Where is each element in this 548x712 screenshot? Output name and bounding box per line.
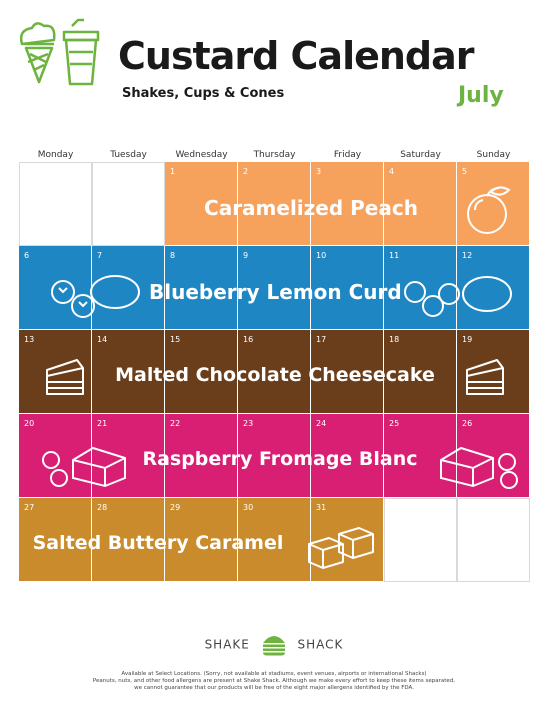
blueberry-lemon-icon bbox=[403, 270, 515, 322]
brand-word-left: SHAKE bbox=[204, 637, 250, 652]
month-label: July bbox=[458, 83, 504, 108]
date-number: 14 bbox=[97, 335, 108, 344]
date-number: 26 bbox=[462, 419, 473, 428]
date-number: 3 bbox=[316, 167, 322, 176]
date-number: 7 bbox=[97, 251, 103, 260]
blueberry-lemon-icon bbox=[47, 270, 147, 322]
calendar-cell-empty bbox=[457, 498, 530, 582]
date-number: 12 bbox=[462, 251, 473, 260]
date-number: 23 bbox=[243, 419, 254, 428]
flavor-label-week-3: Malted Chocolate Cheesecake bbox=[115, 364, 435, 386]
date-number: 1 bbox=[170, 167, 176, 176]
date-number: 8 bbox=[170, 251, 176, 260]
date-number: 4 bbox=[389, 167, 395, 176]
flavor-label-week-1: Caramelized Peach bbox=[204, 196, 418, 220]
day-header-saturday: Saturday bbox=[400, 150, 441, 160]
raspberry-cheese-icon bbox=[437, 440, 523, 490]
date-number: 25 bbox=[389, 419, 400, 428]
flavor-label-week-4: Raspberry Fromage Blanc bbox=[142, 448, 418, 470]
allergen-note-line-2: we cannot guarantee that our products will be free of the eight major allergens identified by the FDA. bbox=[134, 685, 414, 691]
date-number: 10 bbox=[316, 251, 327, 260]
date-number: 30 bbox=[243, 503, 254, 512]
day-header-sunday: Sunday bbox=[476, 150, 511, 160]
calendar-cell-empty bbox=[19, 162, 92, 246]
brand-word-right: SHACK bbox=[297, 637, 344, 652]
day-header-monday: Monday bbox=[37, 150, 74, 160]
calendar-cell-empty bbox=[92, 162, 165, 246]
peach-icon bbox=[461, 184, 517, 236]
cheesecake-slice-icon bbox=[43, 354, 87, 400]
date-number: 20 bbox=[24, 419, 35, 428]
raspberry-cheese-icon bbox=[39, 440, 135, 490]
date-number: 17 bbox=[316, 335, 327, 344]
date-number: 16 bbox=[243, 335, 254, 344]
date-number: 27 bbox=[24, 503, 35, 512]
day-header-thursday: Thursday bbox=[253, 150, 296, 160]
day-header-wednesday: Wednesday bbox=[175, 150, 228, 160]
date-number: 21 bbox=[97, 419, 108, 428]
day-header-tuesday: Tuesday bbox=[110, 150, 147, 160]
date-number: 13 bbox=[24, 335, 35, 344]
date-number: 9 bbox=[243, 251, 249, 260]
date-number: 18 bbox=[389, 335, 400, 344]
page-title: Custard Calendar bbox=[118, 34, 474, 78]
date-number: 6 bbox=[24, 251, 30, 260]
page-subtitle: Shakes, Cups & Cones bbox=[122, 86, 285, 101]
date-number: 22 bbox=[170, 419, 181, 428]
date-number: 2 bbox=[243, 167, 249, 176]
flavor-label-week-2: Blueberry Lemon Curd bbox=[149, 280, 402, 304]
date-number: 11 bbox=[389, 251, 400, 260]
burger-icon bbox=[261, 634, 287, 656]
cheesecake-slice-icon bbox=[463, 354, 507, 400]
date-number: 5 bbox=[462, 167, 468, 176]
date-number: 31 bbox=[316, 503, 327, 512]
availability-note: Available at Select Locations. (Sorry, not available at stadiums, event venues, airports or international Shacks) bbox=[121, 671, 427, 677]
shake-shack-logo bbox=[0, 634, 548, 656]
calendar-grid bbox=[19, 162, 530, 586]
date-number: 19 bbox=[462, 335, 473, 344]
date-number: 15 bbox=[170, 335, 181, 344]
day-header-friday: Friday bbox=[333, 150, 362, 160]
date-number: 29 bbox=[170, 503, 181, 512]
caramel-candy-icon bbox=[303, 522, 379, 572]
calendar-cell-empty bbox=[384, 498, 457, 582]
calendar-header bbox=[0, 0, 548, 130]
date-number: 24 bbox=[316, 419, 327, 428]
cone-and-shake-icon bbox=[16, 18, 106, 88]
date-number: 28 bbox=[97, 503, 108, 512]
allergen-note-line-1: Peanuts, nuts, and other food allergens are present at Shake Shack. Although we make every effort to keep these items separated, bbox=[92, 678, 456, 684]
flavor-label-week-5: Salted Buttery Caramel bbox=[32, 532, 284, 554]
